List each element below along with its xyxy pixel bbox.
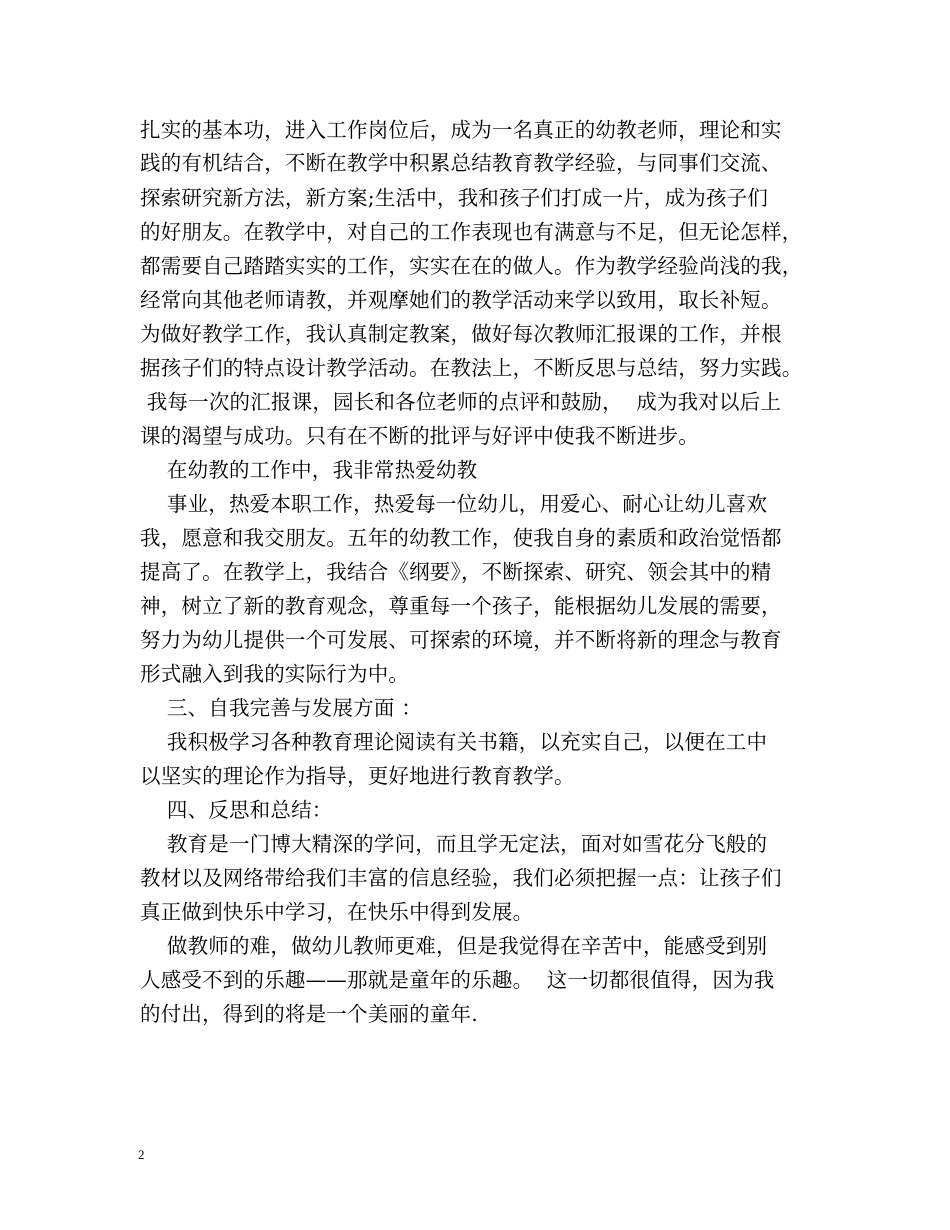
page-number: 2 [138,1147,145,1162]
text-line: 我，愿意和我交朋友。五年的幼教工作，使我自身的素质和政治觉悟都 [140,526,782,550]
text-line: 提高了。在教学上，我结合《纲要》，不断探索、研究、领会其中的精 [140,560,772,584]
text-line: 的好朋友。在教学中，对自己的工作表现也有满意与不足，但无论怎样， [140,220,803,244]
text-line: 的付出，得到的将是一个美丽的童年. [140,1002,478,1026]
text-line: 践的有机结合，不断在教学中积累总结教育教学经验，与同事们交流、 [140,151,782,175]
text-line: 以坚实的理论作为指导，更好地进行教育教学。 [140,764,575,788]
text-line: 真正做到快乐中学习，在快乐中得到发展。 [140,900,534,924]
text-line: 人感受不到的乐趣——那就是童年的乐趣。 这一切都很值得，因为我 [140,968,775,992]
text-line: 努力为幼儿提供一个可发展、可探索的环境，并不断将新的理念与教育 [140,628,782,652]
text-line: 四、反思和总结： [140,798,333,822]
text-line: 探索研究新方法，新方案;生活中，我和孩子们打成一片，成为孩子们 [140,186,769,210]
text-line: 为做好教学工作，我认真制定教案，做好每次教师汇报课的工作，并根 [140,322,782,346]
text-line: 形式融入到我的实际行为中。 [140,662,410,686]
text-line: 神，树立了新的教育观念，尊重每一个孩子，能根据幼儿发展的需要， [140,594,782,618]
text-line: 据孩子们的特点设计教学活动。在教法上，不断反思与总结，努力实践。 [140,356,803,380]
text-line: 在幼教的工作中，我非常热爱幼教 [140,458,478,482]
text-line: 我积极学习各种教育理论阅读有关书籍，以充实自己，以便在工中 [140,730,768,754]
text-line: 做教师的难，做幼儿教师更难，但是我觉得在辛苦中，能感受到别 [140,934,768,958]
text-line: 我每一次的汇报课，园长和各位老师的点评和鼓励， 成为我对以后上 [140,390,782,414]
text-line: 教育是一门博大精深的学问，而且学无定法，面对如雪花分飞般的 [140,832,768,856]
text-line: 扎实的基本功，进入工作岗位后，成为一名真正的幼教老师，理论和实 [140,118,782,142]
text-line: 都需要自己踏踏实实的工作，实实在在的做人。作为教学经验尚浅的我， [140,254,803,278]
text-line: 课的渴望与成功。只有在不断的批评与好评中使我不断进步。 [140,424,699,448]
text-line: 经常向其他老师请教，并观摩她们的教学活动来学以致用，取长补短。 [140,288,782,312]
text-line: 教材以及网络带给我们丰富的信息经验，我们必须把握一点：让孩子们 [140,866,782,890]
text-line: 事业，热爱本职工作，热爱每一位幼儿，用爱心、耐心让幼儿喜欢 [140,492,768,516]
text-line: 三、自我完善与发展方面 ： [140,696,422,720]
